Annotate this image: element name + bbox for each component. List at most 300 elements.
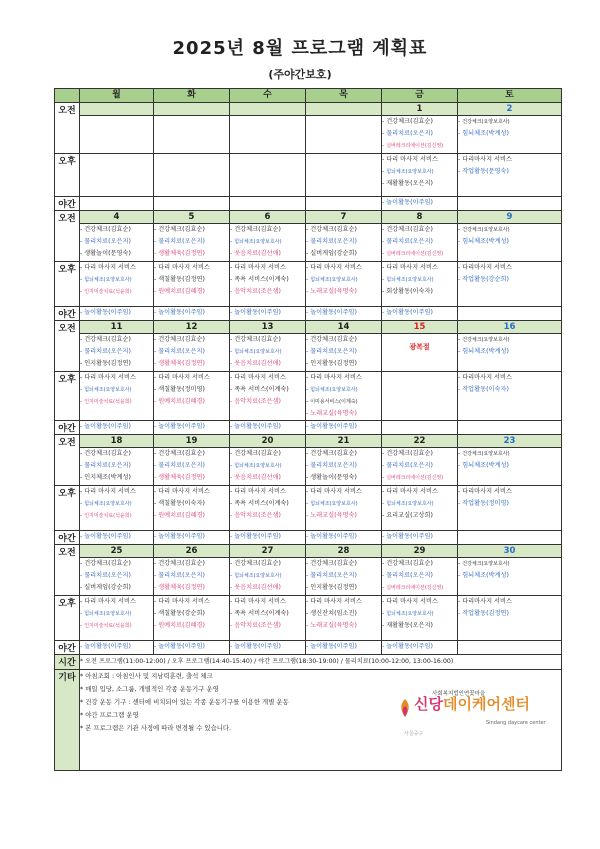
- bullet-dash: -: [230, 398, 235, 405]
- date-cell: 23: [458, 435, 562, 448]
- activity-text: 건강체크(김효순): [234, 560, 281, 567]
- bullet-dash: -: [154, 610, 159, 617]
- night-row: [55, 531, 562, 545]
- bullet-dash: -: [230, 250, 235, 257]
- pm-label: 오후: [55, 372, 80, 421]
- night-activity-text: 놀이활동(이주임): [234, 423, 281, 430]
- bullet-dash: -: [306, 533, 311, 540]
- activity-text: 실버레크리에이션(김신영): [386, 251, 444, 257]
- am-cell: [306, 448, 382, 486]
- activity-item: [306, 558, 381, 570]
- activity-text: 건강체크(요양보호사): [462, 451, 510, 457]
- bullet-dash: -: [230, 622, 235, 629]
- activity-item: [80, 384, 153, 396]
- activity-text: 족욕 서비스(이계숙): [234, 500, 289, 507]
- night-cell: [230, 197, 306, 211]
- activity-text: 족욕 서비스(이계숙): [234, 610, 289, 617]
- bullet-dash: -: [306, 610, 311, 617]
- activity-item: [458, 224, 561, 236]
- activity-text: 다리마사지 서비스: [462, 374, 512, 381]
- bullet-dash: -: [458, 610, 463, 617]
- bullet-dash: -: [230, 598, 235, 605]
- night-cell: [458, 307, 562, 321]
- pm-cell: [306, 262, 382, 307]
- night-cell: [382, 531, 458, 545]
- date-cell: 16: [458, 321, 562, 334]
- activity-text: 힘뇌체조(요양보호사): [84, 501, 132, 507]
- program-calendar: [54, 88, 562, 771]
- bullet-dash: -: [306, 572, 311, 579]
- activity-text: 웃음치료(김선애): [234, 360, 281, 367]
- activity-item: [154, 486, 229, 498]
- date-cell: 8: [382, 211, 458, 224]
- activity-item: [230, 570, 305, 582]
- bullet-dash: -: [306, 276, 311, 283]
- pm-cell: [154, 596, 230, 641]
- activity-text: 물리치료(오은지): [84, 238, 131, 245]
- bullet-dash: -: [230, 584, 235, 591]
- pm-cell: [154, 486, 230, 531]
- bullet-dash: -: [80, 423, 85, 430]
- night-cell: [230, 641, 306, 655]
- activity-text: 물리치료(오은지): [84, 462, 131, 469]
- am-cell: [80, 448, 154, 486]
- activity-text: 원예치료(김혜경): [158, 622, 205, 629]
- night-activity-text: 놀이활동(이주임): [234, 309, 281, 316]
- pm-cell: [458, 154, 562, 197]
- activity-item: [306, 472, 381, 484]
- bullet-dash: -: [306, 643, 311, 650]
- activity-item: [154, 608, 229, 620]
- bullet-dash: -: [382, 598, 387, 605]
- pm-cell: [230, 486, 306, 531]
- activity-item: [230, 236, 305, 248]
- activity-item: [382, 608, 457, 620]
- activity-text: 힘뇌체조(요양보호사): [234, 573, 282, 579]
- night-cell: [306, 531, 382, 545]
- activity-text: 색칠활동(정미영): [158, 386, 205, 393]
- note-item: * 건강 운동 기구 : 센터에 비치되어 있는 각종 운동기구를 이용한 개별 운동: [80, 698, 289, 706]
- date-cell: 9: [458, 211, 562, 224]
- am-cell: [382, 116, 458, 154]
- holiday-label: 광복절: [409, 343, 430, 351]
- weekday-mon: 월: [80, 89, 154, 103]
- activity-item: [80, 486, 153, 498]
- activity-text: 물리치료(오은지): [386, 130, 433, 137]
- bullet-dash: -: [458, 168, 463, 175]
- activity-item: [458, 608, 561, 620]
- activity-item: [382, 582, 457, 594]
- bullet-dash: -: [80, 360, 85, 367]
- date-cell: 11: [80, 321, 154, 334]
- activity-item: [154, 510, 229, 522]
- pm-cell: [382, 372, 458, 421]
- activity-item: [80, 346, 153, 358]
- activity-text: 색칠활동(강순희): [158, 610, 205, 617]
- night-activity-text: 놀이활동(이주임): [310, 533, 357, 540]
- bullet-dash: -: [306, 560, 311, 567]
- activity-item: [154, 274, 229, 286]
- activity-text: 인지미술치료(석윤희): [84, 289, 132, 295]
- activity-text: 힘뇌체조(박계성): [462, 348, 509, 355]
- bullet-dash: -: [382, 488, 387, 495]
- am-label: 오전: [55, 321, 80, 372]
- bullet-dash: -: [80, 288, 85, 295]
- date-row: [55, 321, 562, 334]
- etc-notes: [80, 670, 562, 771]
- date-cell: 1: [382, 103, 458, 116]
- bullet-dash: -: [154, 450, 159, 457]
- activity-item: [154, 448, 229, 460]
- bullet-dash: -: [80, 598, 85, 605]
- activity-item: [306, 486, 381, 498]
- activity-text: 다리 마사지 서비스: [234, 374, 286, 381]
- bullet-dash: -: [382, 180, 387, 187]
- pm-cell: [80, 486, 154, 531]
- bullet-dash: -: [80, 309, 85, 316]
- activity-text: 힘뇌체조(박계성): [462, 238, 509, 245]
- activity-item: [306, 396, 381, 408]
- activity-text: 원예치료(김혜경): [158, 288, 205, 295]
- am-row: [55, 116, 562, 154]
- date-cell: 13: [230, 321, 306, 334]
- night-cell: [230, 421, 306, 435]
- activity-text: 건강체크(요양보호사): [462, 337, 510, 343]
- activity-item: [154, 582, 229, 594]
- pm-cell: [154, 372, 230, 421]
- am-cell: [80, 558, 154, 596]
- activity-item: [230, 346, 305, 358]
- activity-text: 족욕 서비스(이계숙): [234, 386, 289, 393]
- date-cell: [154, 103, 230, 116]
- date-cell: 18: [80, 435, 154, 448]
- activity-text: 건강체크(김효순): [310, 336, 357, 343]
- bullet-dash: -: [306, 598, 311, 605]
- weekday-header-row: [55, 89, 562, 103]
- bullet-dash: -: [458, 348, 463, 355]
- activity-text: 작업활동(문영숙): [462, 168, 509, 175]
- night-label: 야간: [55, 421, 80, 435]
- bullet-dash: -: [458, 336, 463, 343]
- activity-item: [382, 620, 457, 632]
- bullet-dash: -: [80, 610, 85, 617]
- bullet-dash: -: [306, 336, 311, 343]
- activity-text: 힘뇌체조(요양보호사): [310, 387, 358, 393]
- activity-item: [306, 274, 381, 286]
- bullet-dash: -: [80, 250, 85, 257]
- am-cell: [382, 558, 458, 596]
- activity-item: [382, 224, 457, 236]
- bullet-dash: -: [154, 226, 159, 233]
- activity-item: [458, 274, 561, 286]
- am-cell: [458, 334, 562, 372]
- activity-text: 힘뇌체조(요양보호사): [234, 239, 282, 245]
- night-row: [55, 641, 562, 655]
- activity-text: 물리치료(오은지): [386, 462, 433, 469]
- activity-item: [230, 358, 305, 370]
- activity-text: 다리 마사지 서비스: [158, 488, 210, 495]
- bullet-dash: -: [458, 572, 463, 579]
- night-activity-text: 놀이활동(이주임): [84, 643, 131, 650]
- pm-cell: [230, 372, 306, 421]
- activity-text: 다리마사지 서비스: [462, 264, 512, 271]
- date-cell: 22: [382, 435, 458, 448]
- activity-item: [458, 262, 561, 274]
- night-cell: [306, 421, 382, 435]
- pm-cell: [458, 486, 562, 531]
- activity-item: [382, 448, 457, 460]
- night-cell: [154, 307, 230, 321]
- pm-label: 오후: [55, 262, 80, 307]
- activity-item: [382, 262, 457, 274]
- bullet-dash: -: [230, 288, 235, 295]
- bullet-dash: -: [382, 250, 387, 257]
- activity-item: [80, 460, 153, 472]
- activity-item: [154, 620, 229, 632]
- activity-text: 건강체크(김효순): [234, 226, 281, 233]
- night-cell: [80, 641, 154, 655]
- activity-item: [382, 460, 457, 472]
- bullet-dash: -: [382, 622, 387, 629]
- pm-cell: [306, 372, 382, 421]
- activity-item: [382, 274, 457, 286]
- bullet-dash: -: [154, 386, 159, 393]
- activity-text: 생활놀이(문영숙): [84, 250, 131, 257]
- bullet-dash: -: [80, 533, 85, 540]
- am-cell: [306, 334, 382, 372]
- activity-item: [382, 510, 457, 522]
- bullet-dash: -: [230, 348, 235, 355]
- bullet-dash: -: [382, 584, 387, 591]
- date-row: [55, 545, 562, 558]
- activity-item: [230, 384, 305, 396]
- activity-item: [230, 582, 305, 594]
- bullet-dash: -: [154, 264, 159, 271]
- activity-item: [458, 116, 561, 128]
- night-cell: [154, 197, 230, 211]
- am-cell: [458, 558, 562, 596]
- bullet-dash: -: [306, 360, 311, 367]
- activity-item: [230, 224, 305, 236]
- bullet-dash: -: [306, 512, 311, 519]
- activity-item: [306, 582, 381, 594]
- night-cell: [458, 197, 562, 211]
- night-label: 야간: [55, 307, 80, 321]
- bullet-dash: -: [230, 572, 235, 579]
- bullet-dash: -: [80, 560, 85, 567]
- activity-item: [458, 334, 561, 346]
- bullet-dash: -: [230, 474, 235, 481]
- bullet-dash: -: [154, 622, 159, 629]
- bullet-dash: -: [382, 512, 387, 519]
- activity-text: 인지활동(김정연): [84, 360, 131, 367]
- activity-text: 다리 마사지 서비스: [158, 264, 210, 271]
- activity-item: [154, 596, 229, 608]
- activity-item: [154, 334, 229, 346]
- night-activity-text: 놀이활동(이주임): [386, 309, 433, 316]
- am-cell: [458, 224, 562, 262]
- activity-text: 노래교실(육명숙): [310, 288, 357, 295]
- bullet-dash: -: [306, 264, 311, 271]
- activity-item: [458, 596, 561, 608]
- activity-item: [154, 248, 229, 260]
- night-cell: [154, 641, 230, 655]
- bullet-dash: -: [458, 276, 463, 283]
- activity-text: 다리 마사지 서비스: [386, 264, 438, 271]
- activity-item: [458, 346, 561, 358]
- bullet-dash: -: [382, 610, 387, 617]
- activity-text: 힘뇌체조(박계성): [462, 130, 509, 137]
- activity-item: [306, 372, 381, 384]
- activity-text: 건강체크(김효순): [84, 450, 131, 457]
- am-cell: [230, 448, 306, 486]
- date-cell: 14: [306, 321, 382, 334]
- activity-item: [382, 596, 457, 608]
- bullet-dash: -: [154, 238, 159, 245]
- bullet-dash: -: [382, 142, 387, 149]
- bullet-dash: -: [80, 238, 85, 245]
- activity-text: 건강체크(요양보호사): [462, 561, 510, 567]
- am-cell: [154, 224, 230, 262]
- activity-item: [154, 224, 229, 236]
- night-activity-text: 놀이활동(이주임): [386, 199, 433, 206]
- activity-text: 다리마사지 서비스: [462, 156, 512, 163]
- am-label: 오전: [55, 211, 80, 262]
- activity-text: 물리치료(오은지): [310, 572, 357, 579]
- activity-item: [230, 396, 305, 408]
- activity-text: 건강체크(김효순): [310, 450, 357, 457]
- bullet-dash: -: [80, 374, 85, 381]
- bullet-dash: -: [458, 598, 463, 605]
- bullet-dash: -: [382, 462, 387, 469]
- activity-text: 원예치료(김혜경): [158, 512, 205, 519]
- bullet-dash: -: [458, 488, 463, 495]
- date-cell: [80, 103, 154, 116]
- bullet-dash: -: [80, 572, 85, 579]
- night-cell: [382, 307, 458, 321]
- note-item: * 본 프로그램은 기관 사정에 따라 변경될 수 있습니다.: [80, 724, 232, 732]
- activity-text: 다리마사지 서비스: [462, 598, 512, 605]
- activity-item: [382, 236, 457, 248]
- pm-cell: [230, 262, 306, 307]
- weekday-fri: 금: [382, 89, 458, 103]
- activity-item: [230, 486, 305, 498]
- activity-item: [154, 286, 229, 298]
- activity-text: 힘뇌체조(요양보호사): [386, 277, 434, 283]
- bullet-dash: -: [154, 348, 159, 355]
- activity-text: 힘뇌체조(요양보호사): [84, 611, 132, 617]
- bullet-dash: -: [306, 423, 311, 430]
- activity-item: [306, 408, 381, 420]
- activity-text: 건강체크(김효순): [386, 450, 433, 457]
- bullet-dash: -: [458, 500, 463, 507]
- activity-text: 웃음치료(김선애): [234, 584, 281, 591]
- activity-text: 생활체육(김정연): [158, 250, 205, 257]
- activity-item: [154, 472, 229, 484]
- logo-district: 서울중구: [404, 731, 424, 737]
- activity-item: [80, 358, 153, 370]
- activity-item: [80, 286, 153, 298]
- activity-item: [154, 460, 229, 472]
- pm-cell: [154, 154, 230, 197]
- night-activity-text: 놀이활동(이주임): [234, 643, 281, 650]
- activity-text: 인지미술치료(석윤희): [84, 513, 132, 519]
- bullet-dash: -: [80, 584, 85, 591]
- night-cell: [306, 641, 382, 655]
- date-cell: 15: [382, 321, 458, 334]
- activity-text: 이미용서비스(이계숙): [310, 399, 358, 405]
- bullet-dash: -: [382, 226, 387, 233]
- activity-item: [306, 570, 381, 582]
- bullet-dash: -: [458, 374, 463, 381]
- night-activity-text: 놀이활동(이주임): [158, 533, 205, 540]
- bullet-dash: -: [382, 264, 387, 271]
- date-cell: [230, 103, 306, 116]
- activity-text: 인지미술치료(석윤희): [84, 399, 132, 405]
- logo-name-b: 데이케어센터: [442, 695, 530, 713]
- bullet-dash: -: [230, 336, 235, 343]
- am-cell: [230, 334, 306, 372]
- activity-text: 물리치료(오은지): [158, 572, 205, 579]
- pm-cell: [382, 154, 458, 197]
- activity-item: [382, 248, 457, 260]
- activity-text: 물리치료(오은지): [84, 348, 131, 355]
- activity-text: 건강체크(요양보호사): [462, 227, 510, 233]
- activity-item: [458, 558, 561, 570]
- bullet-dash: -: [80, 386, 85, 393]
- bullet-dash: -: [306, 462, 311, 469]
- activity-text: 다리 마사지 서비스: [386, 156, 438, 163]
- bullet-dash: -: [230, 488, 235, 495]
- activity-text: 다리 마사지 서비스: [310, 488, 362, 495]
- activity-item: [80, 262, 153, 274]
- activity-item: [458, 570, 561, 582]
- pm-cell: [306, 154, 382, 197]
- activity-item: [306, 460, 381, 472]
- am-cell: [458, 116, 562, 154]
- activity-text: 작업활동(김정연): [462, 610, 509, 617]
- activity-text: 인지미술치료(석윤희): [84, 623, 132, 629]
- night-activity-text: 놀이활동(이주임): [234, 533, 281, 540]
- bullet-dash: -: [80, 462, 85, 469]
- bullet-dash: -: [230, 309, 235, 316]
- am-label: 오전: [55, 545, 80, 596]
- activity-text: 다리마사지 서비스: [462, 488, 512, 495]
- activity-item: [80, 396, 153, 408]
- night-cell: [382, 421, 458, 435]
- am-cell: [80, 334, 154, 372]
- am-row: [55, 224, 562, 262]
- date-cell: 29: [382, 545, 458, 558]
- am-cell: [154, 116, 230, 154]
- bullet-dash: -: [154, 250, 159, 257]
- bullet-dash: -: [80, 226, 85, 233]
- pm-cell: [80, 372, 154, 421]
- night-cell: [80, 531, 154, 545]
- activity-text: 건강체크(김효순): [234, 450, 281, 457]
- bullet-dash: -: [306, 348, 311, 355]
- weekday-wed: 수: [230, 89, 306, 103]
- activity-text: 힘뇌체조(요양보호사): [84, 387, 132, 393]
- bullet-dash: -: [154, 288, 159, 295]
- bullet-dash: -: [154, 533, 159, 540]
- activity-text: 음악치료(조은샘): [234, 398, 281, 405]
- bullet-dash: -: [306, 410, 311, 417]
- activity-text: 색칠활동(이숙자): [158, 500, 205, 507]
- activity-text: 실버레크리에이션(김신영): [386, 475, 444, 481]
- activity-item: [230, 510, 305, 522]
- activity-text: 다리 마사지 서비스: [310, 374, 362, 381]
